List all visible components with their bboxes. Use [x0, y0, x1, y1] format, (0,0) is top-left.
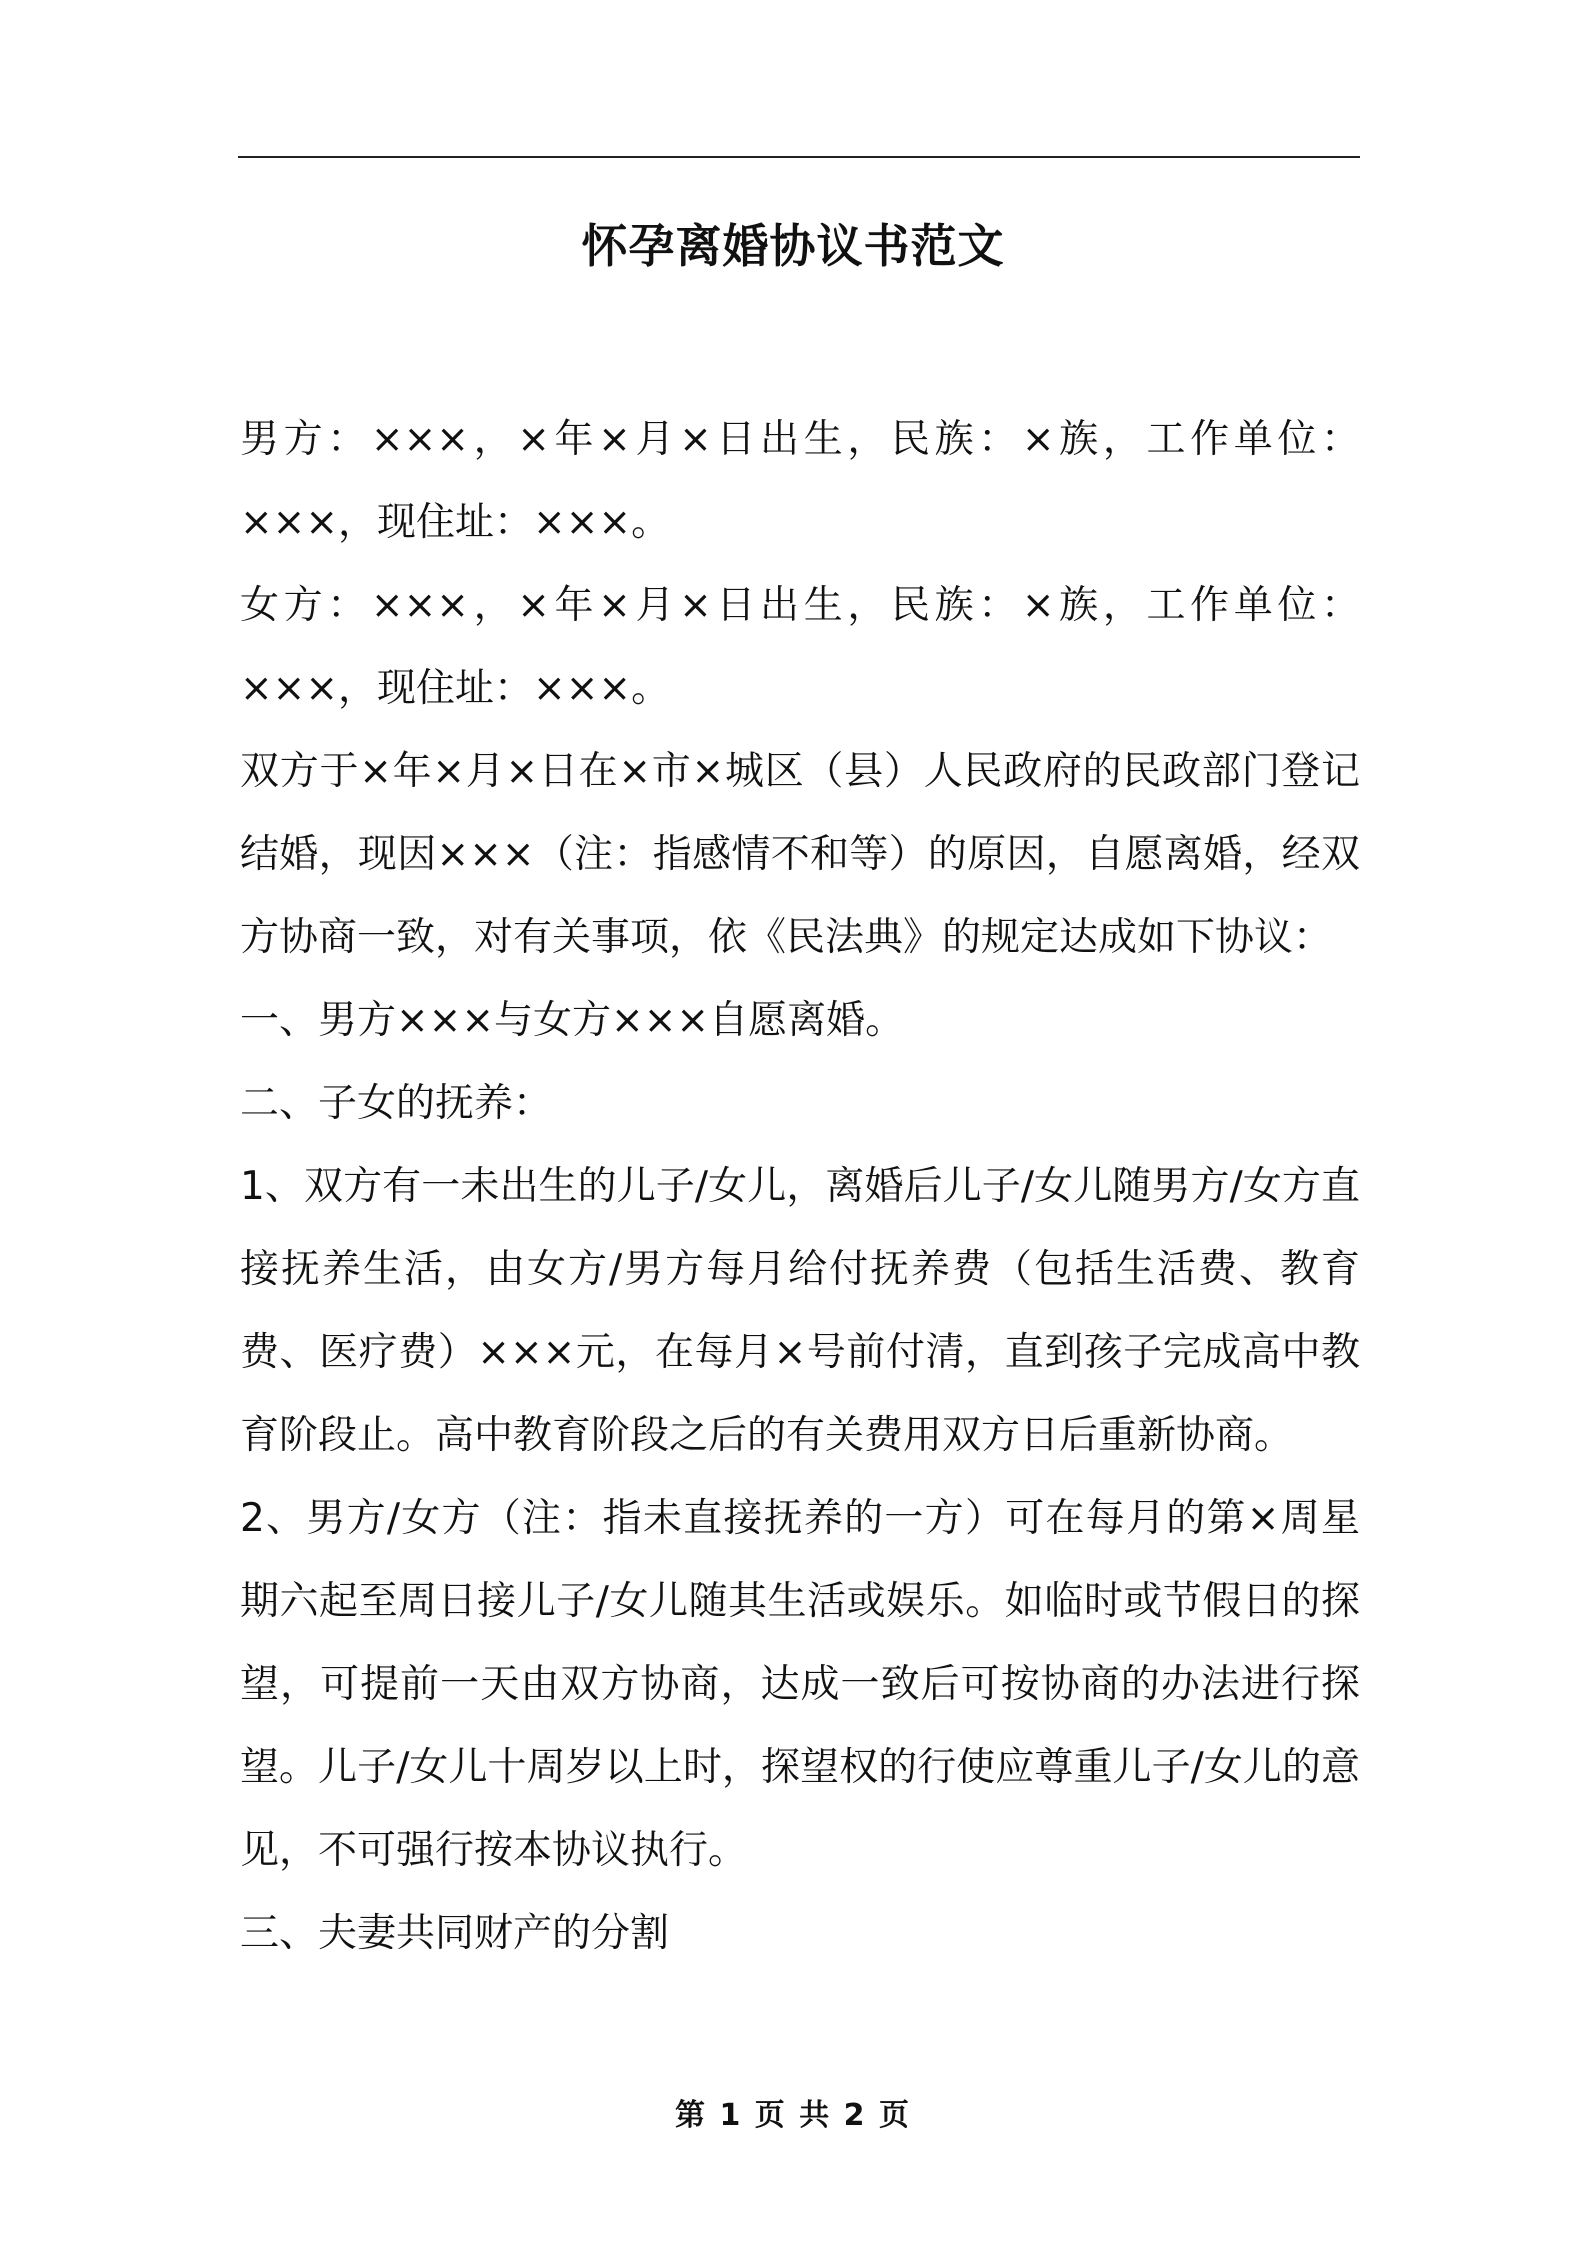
paragraph-female-party: 女方：×××，×年×月×日出生，民族：×族，工作单位：×××，现住址：×××。: [240, 583, 1360, 711]
document-body: [240, 398, 1360, 1975]
paragraph-male-party: 男方：×××，×年×月×日出生，民族：×族，工作单位：×××，现住址：×××。: [240, 417, 1360, 545]
paragraph-marriage-registration: 双方于×年×月×日在×市×城区（县）人民政府的民政部门登记结婚，现因×××（注：指感情不和等）的原因，自愿离婚，经双方协商一致，对有关事项，依《民法典》的规定达成如下协议：: [240, 749, 1360, 960]
paragraph-clause-3-heading: 三、夫妻共同财产的分割: [240, 1911, 670, 1956]
header-rule: [238, 156, 1360, 158]
paragraph-visitation: 2、男方/女方（注：指未直接抚养的一方）可在每月的第×周星期六起至周日接儿子/女儿随其生活或娱乐。如临时或节假日的探望，可提前一天由双方协商，达成一致后可按协商的办法进行探望。儿子/女儿十周岁以上时，探望权的行使应尊重儿子/女儿的意见，不可强行按本协议执行。: [240, 1496, 1360, 1873]
paragraph-clause-2-heading: 二、子女的抚养：: [240, 1081, 553, 1126]
document-title: 怀孕离婚协议书范文: [581, 219, 1005, 273]
paragraph-child-custody: 1、双方有一未出生的儿子/女儿，离婚后儿子/女儿随男方/女方直接抚养生活，由女方/男方每月给付抚养费（包括生活费、教育费、医疗费）×××元，在每月×号前付清，直到孩子完成高中教育阶段止。高中教育阶段之后的有关费用双方日后重新协商。: [240, 1164, 1360, 1458]
paragraph-clause-1: 一、男方×××与女方×××自愿离婚。: [240, 998, 905, 1043]
page-number-footer: 第 1 页 共 2 页: [675, 2098, 911, 2133]
